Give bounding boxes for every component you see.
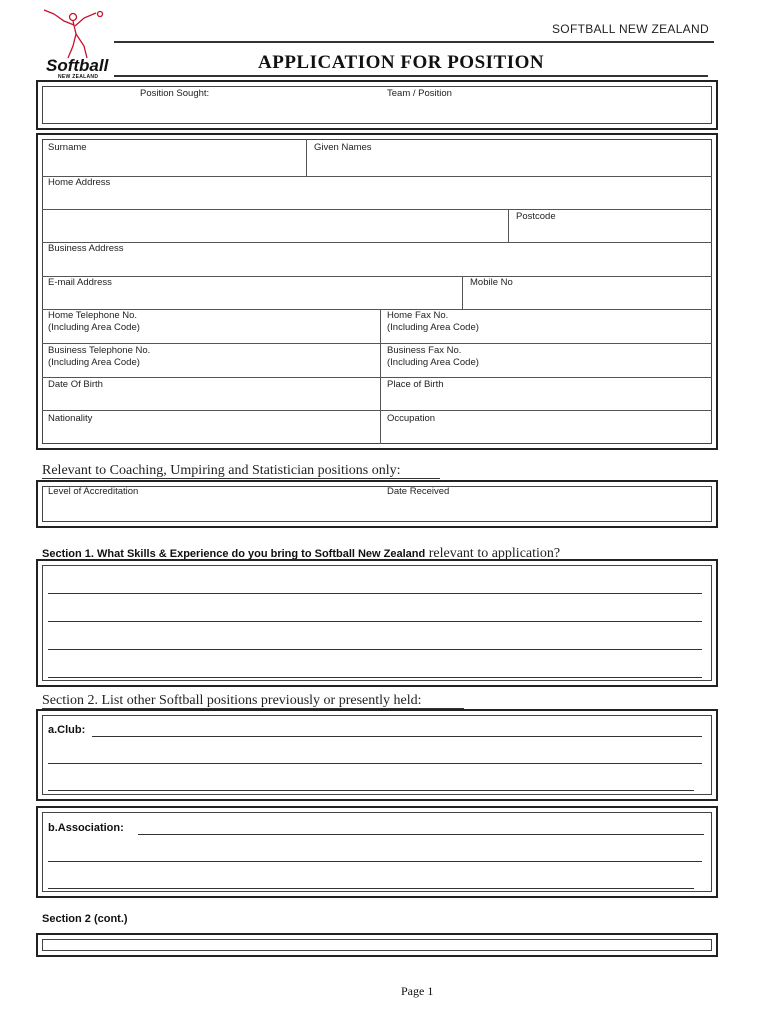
mobile-label: Mobile No	[470, 277, 513, 288]
section1-line-1[interactable]	[48, 593, 702, 594]
section2-cont-box	[36, 933, 718, 957]
position-sought-label: Position Sought:	[140, 88, 210, 99]
association-line-3[interactable]	[48, 888, 694, 889]
section1-box	[36, 559, 718, 687]
association-line-1[interactable]	[138, 834, 704, 835]
header-rule-bottom	[114, 75, 708, 77]
organisation-name: SOFTBALL NEW ZEALAND	[552, 22, 709, 36]
postcode-label: Postcode	[516, 211, 556, 222]
level-of-accreditation-label: Level of Accreditation	[48, 486, 139, 497]
business-fax-label: Business Fax No. (Including Area Code)	[387, 345, 479, 368]
occupation-label: Occupation	[387, 413, 436, 424]
club-line-3[interactable]	[48, 790, 694, 791]
club-line-1[interactable]	[92, 736, 702, 737]
date-of-birth-label: Date Of Birth	[48, 379, 103, 390]
association-label: b.Association:	[48, 822, 124, 834]
section1-line-3[interactable]	[48, 649, 702, 650]
club-box	[36, 709, 718, 801]
section1-heading-rest: relevant to application?	[425, 546, 561, 561]
coaching-heading: Relevant to Coaching, Umpiring and Statistician positions only:	[42, 463, 401, 478]
club-line-2[interactable]	[48, 763, 702, 764]
section1-line-2[interactable]	[48, 621, 702, 622]
business-telephone-label: Business Telephone No. (Including Area Code)	[48, 345, 151, 368]
home-telephone-label: Home Telephone No. (Including Area Code)	[48, 310, 140, 333]
softball-logo	[40, 8, 122, 84]
association-line-2[interactable]	[48, 861, 702, 862]
section1-heading-bold: Section 1. What Skills & Experience do you bring to Softball New Zealand	[42, 548, 426, 560]
given-names-label: Given Names	[314, 142, 372, 153]
personal-details-box	[36, 133, 718, 450]
team-position-label: Team / Position	[387, 88, 452, 99]
position-box	[36, 80, 718, 130]
business-address-label: Business Address	[48, 243, 124, 254]
section2-heading: Section 2. List other Softball positions previously or presently held:	[42, 693, 422, 708]
email-label: E-mail Address	[48, 277, 112, 288]
logo-wordmark: Softball	[46, 56, 109, 75]
club-label: a.Club:	[48, 724, 86, 736]
section1-line-4[interactable]	[48, 677, 702, 678]
association-box	[36, 806, 718, 898]
section2-cont-heading: Section 2 (cont.)	[42, 913, 128, 925]
logo-subtext: NEW ZEALAND	[58, 74, 99, 80]
page-number: Page 1	[401, 984, 434, 998]
date-received-label: Date Received	[387, 486, 450, 497]
surname-label: Surname	[48, 142, 87, 153]
header-rule-top	[114, 41, 714, 43]
page-title: APPLICATION FOR POSITION	[258, 52, 545, 73]
home-fax-label: Home Fax No. (Including Area Code)	[387, 310, 479, 333]
home-address-label: Home Address	[48, 177, 111, 188]
place-of-birth-label: Place of Birth	[387, 379, 444, 390]
nationality-label: Nationality	[48, 413, 93, 424]
